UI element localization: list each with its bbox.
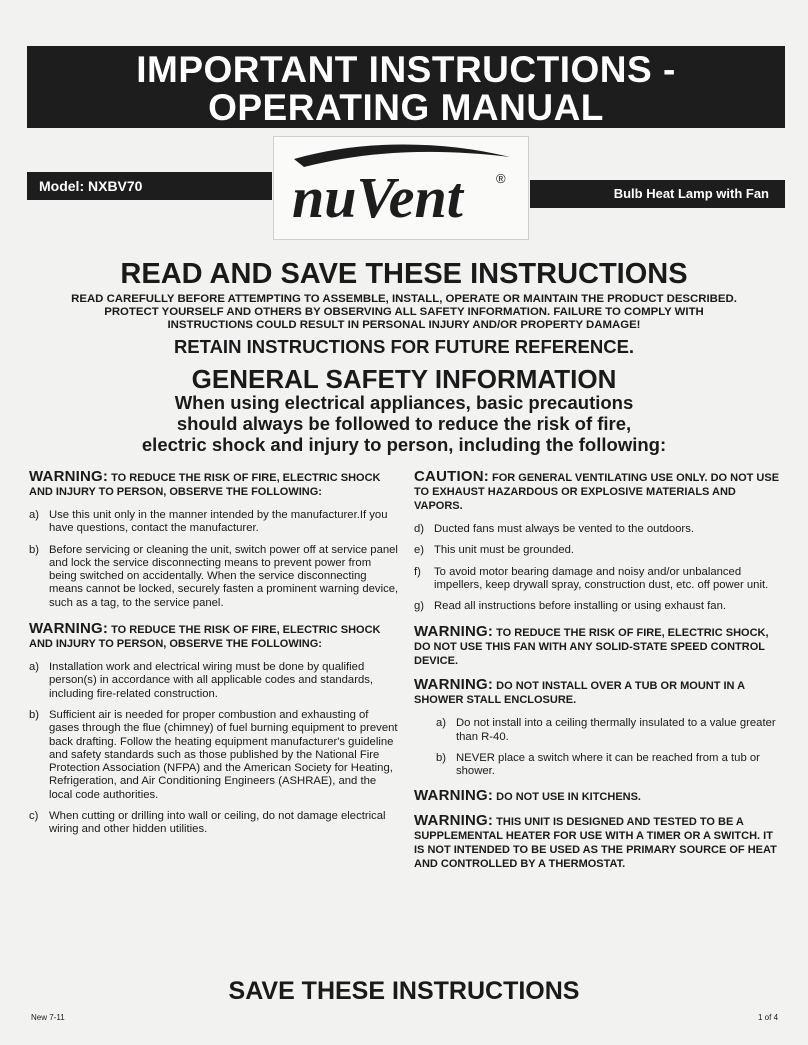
title-band bbox=[27, 46, 785, 128]
left-column bbox=[29, 470, 401, 845]
warning-block bbox=[414, 786, 784, 804]
warning-text: THIS UNIT IS DESIGNED AND TESTED TO BE A SUPPLEMENTAL HEATER FOR USE WITH A TIMER OR A SWITCH. IT IS NOT INTENDED TO BE USED AS THE PRIMARY SOURCE OF HEAT AND CONTROLLED BY A THERMOSTAT. bbox=[414, 815, 777, 870]
logo-wordmark: nuVent bbox=[292, 165, 463, 230]
right-column bbox=[414, 470, 784, 881]
warning-block bbox=[29, 470, 401, 499]
intro-line: When using electrical appliances, basic precautions bbox=[174, 392, 634, 413]
save-instructions-footer: SAVE THESE INSTRUCTIONS bbox=[228, 977, 580, 1005]
warning-label: WARNING: bbox=[414, 786, 494, 804]
list-item: g) Read all instructions before installing or using exhaust fan. bbox=[414, 600, 727, 613]
warning-block bbox=[414, 625, 784, 668]
revision-label: New 7-11 bbox=[31, 1013, 65, 1022]
list-item: d) Ducted fans must always be vented to the outdoors. bbox=[414, 523, 694, 535]
warning-text: TO REDUCE THE RISK OF FIRE, ELECTRIC SHOCK, DO NOT USE THIS FAN WITH ANY SOLID-STATE SPEED CONTROL DEVICE. bbox=[414, 627, 769, 668]
page-number: 1 of 4 bbox=[758, 1013, 779, 1022]
notice-line: INSTRUCTIONS COULD RESULT IN PERSONAL INJURY AND/OR PROPERTY DAMAGE! bbox=[167, 319, 641, 331]
list-item: a) Use this unit only in the manner intended by the manufacturer.If you have questions, contact the manufacturer. bbox=[29, 509, 388, 535]
brand-logo bbox=[273, 136, 529, 240]
warning-label: WARNING: bbox=[29, 468, 109, 485]
list-item: f) To avoid motor bearing damage and noisy and/or unbalanced impellers, keep drywall spray, construction dust, etc. off power unit. bbox=[414, 565, 769, 591]
warning-label: WARNING: bbox=[414, 811, 494, 829]
logo-swoosh bbox=[294, 145, 510, 168]
title-line-1: IMPORTANT INSTRUCTIONS - bbox=[136, 49, 676, 90]
list-item: c) When cutting or drilling into wall or ceiling, do not damage electrical wiring and other hidden utilities. bbox=[29, 810, 386, 836]
warning-text: TO REDUCE THE RISK OF FIRE, ELECTRIC SHOCK AND INJURY TO PERSON, OBSERVE THE FOLLOWING: bbox=[29, 472, 381, 498]
warning-label: WARNING: bbox=[29, 620, 109, 638]
retain-heading: RETAIN INSTRUCTIONS FOR FUTURE REFERENCE. bbox=[173, 336, 635, 357]
list-item: b) Sufficient air is needed for proper combustion and exhausting of gases through the flue (chimney) of fuel burning equipment to prevent back drafting. Follow the heating equipment manufacturer's guideline and safety standards such as those published by the National Fire Protection Association (NFPA) and the American Society for Heating, Refrigeration, and Air Conditioning Engineers (ASHRAE), and the local code authorities. bbox=[29, 708, 398, 801]
caution-block bbox=[414, 470, 784, 513]
model-label: Model: NXBV70 bbox=[27, 172, 272, 200]
warning-label: WARNING: bbox=[414, 623, 494, 641]
notice-line: PROTECT YOURSELF AND OTHERS BY OBSERVING ALL SAFETY INFORMATION. FAILURE TO COMPLY WITH bbox=[104, 306, 704, 318]
warning-text: TO REDUCE THE RISK OF FIRE, ELECTRIC SHOCK AND INJURY TO PERSON, OBSERVE THE FOLLOWING: bbox=[29, 624, 381, 651]
registered-mark: ® bbox=[496, 171, 506, 186]
list-item: b) NEVER place a switch where it can be reached from a tub or shower. bbox=[436, 752, 760, 778]
warning-block bbox=[414, 811, 784, 871]
intro-line: electric shock and injury to person, including the following: bbox=[141, 434, 667, 455]
list-item: a) Installation work and electrical wiring must be done by qualified person(s) in accordance with all applicable codes and standards, including fire-related construction. bbox=[29, 661, 374, 700]
title-line-2: OPERATING MANUAL bbox=[208, 87, 604, 128]
list-item: a) Do not install into a ceiling thermally insulated to a value greater than R-40. bbox=[436, 717, 776, 743]
list-item: b) Before servicing or cleaning the unit, switch power off at service panel and lock the service disconnecting means to prevent power from being switched on accidentally. When the service disconnecting means cannot be locked, securely fasten a prominent warning device, such as a tag, to the service panel. bbox=[29, 543, 399, 609]
notice-line: READ CAREFULLY BEFORE ATTEMPTING TO ASSEMBLE, INSTALL, OPERATE OR MAINTAIN THE PRODUCT DESCRIBED. bbox=[71, 293, 737, 305]
warning-text: DO NOT INSTALL OVER A TUB OR MOUNT IN A SHOWER STALL ENCLOSURE. bbox=[414, 680, 745, 707]
caution-label: CAUTION: bbox=[414, 468, 489, 485]
read-carefully-notice bbox=[40, 293, 768, 332]
warning-text: DO NOT USE IN KITCHENS. bbox=[493, 790, 641, 803]
caution-text: FOR GENERAL VENTILATING USE ONLY. DO NOT USE TO EXHAUST HAZARDOUS OR EXPLOSIVE MATERIALS AND VAPORS. bbox=[414, 472, 780, 512]
safety-heading: GENERAL SAFETY INFORMATION bbox=[191, 364, 617, 394]
warning-block bbox=[29, 622, 401, 651]
intro-line: should always be followed to reduce the risk of fire, bbox=[176, 413, 632, 434]
product-label: Bulb Heat Lamp with Fan bbox=[530, 180, 785, 208]
safety-intro bbox=[90, 392, 718, 455]
read-save-heading: READ AND SAVE THESE INSTRUCTIONS bbox=[120, 258, 688, 290]
list-item: e) This unit must be grounded. bbox=[414, 544, 575, 557]
warning-label: WARNING: bbox=[414, 676, 494, 694]
warning-block bbox=[414, 678, 784, 707]
